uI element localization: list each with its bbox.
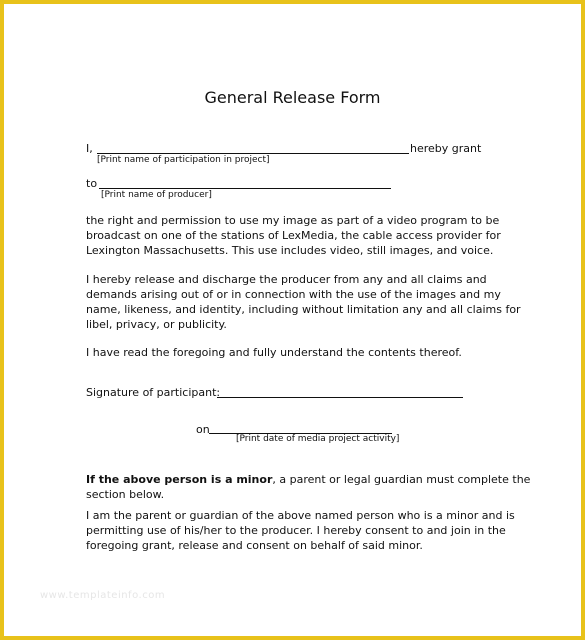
minor-notice-rest: , a parent or legal guardian must complete the (272, 473, 531, 486)
paragraph-line: I hereby release and discharge the producer from any and all claims and (86, 273, 487, 286)
paragraph-line: Lexington Massachusetts. This use includes video, still images, and voice. (86, 244, 494, 257)
permission-paragraph (86, 213, 501, 258)
paragraph-line: libel, privacy, or publicity. (86, 318, 227, 331)
paragraph-line: the right and permission to use my image as part of a video program to be (86, 214, 500, 227)
signature-label: Signature of participant: (86, 386, 221, 399)
producer-prefix: to (86, 177, 98, 190)
document-title: General Release Form (204, 88, 381, 107)
guardian-paragraph (86, 508, 515, 553)
acknowledgement-paragraph (86, 345, 462, 360)
producer-name-line[interactable] (99, 188, 391, 189)
paragraph-line: I am the parent or guardian of the above named person who is a minor and is (86, 509, 515, 522)
release-paragraph (86, 272, 521, 332)
producer-name-hint: [Print name of producer] (101, 190, 212, 200)
watermark: www.templateinfo.com (40, 590, 166, 601)
participant-name-hint: [Print name of participation in project] (97, 155, 270, 165)
paragraph-line: permitting use of his/her to the producer. I hereby consent to and join in the (86, 524, 506, 537)
date-hint: [Print date of media project activity] (236, 434, 400, 444)
minor-notice-bold: If the above person is a minor (86, 473, 273, 486)
paragraph-line: demands arising out of or in connection with the use of the images and my (86, 288, 501, 301)
signature-line[interactable] (217, 397, 463, 398)
participant-name-line[interactable] (97, 153, 409, 154)
minor-notice-second-line: section below. (86, 488, 165, 501)
participant-prefix: I, (86, 142, 93, 155)
grant-suffix: hereby grant (410, 142, 482, 155)
minor-notice (86, 472, 530, 502)
paragraph-line: I have read the foregoing and fully understand the contents thereof. (86, 346, 462, 359)
paragraph-line: foregoing grant, release and consent on behalf of said minor. (86, 539, 423, 552)
date-on-label: on (196, 423, 210, 436)
paragraph-line: broadcast on one of the stations of LexMedia, the cable access provider for (86, 229, 501, 242)
paragraph-line: name, likeness, and identity, including without limitation any and all claims for (86, 303, 521, 316)
